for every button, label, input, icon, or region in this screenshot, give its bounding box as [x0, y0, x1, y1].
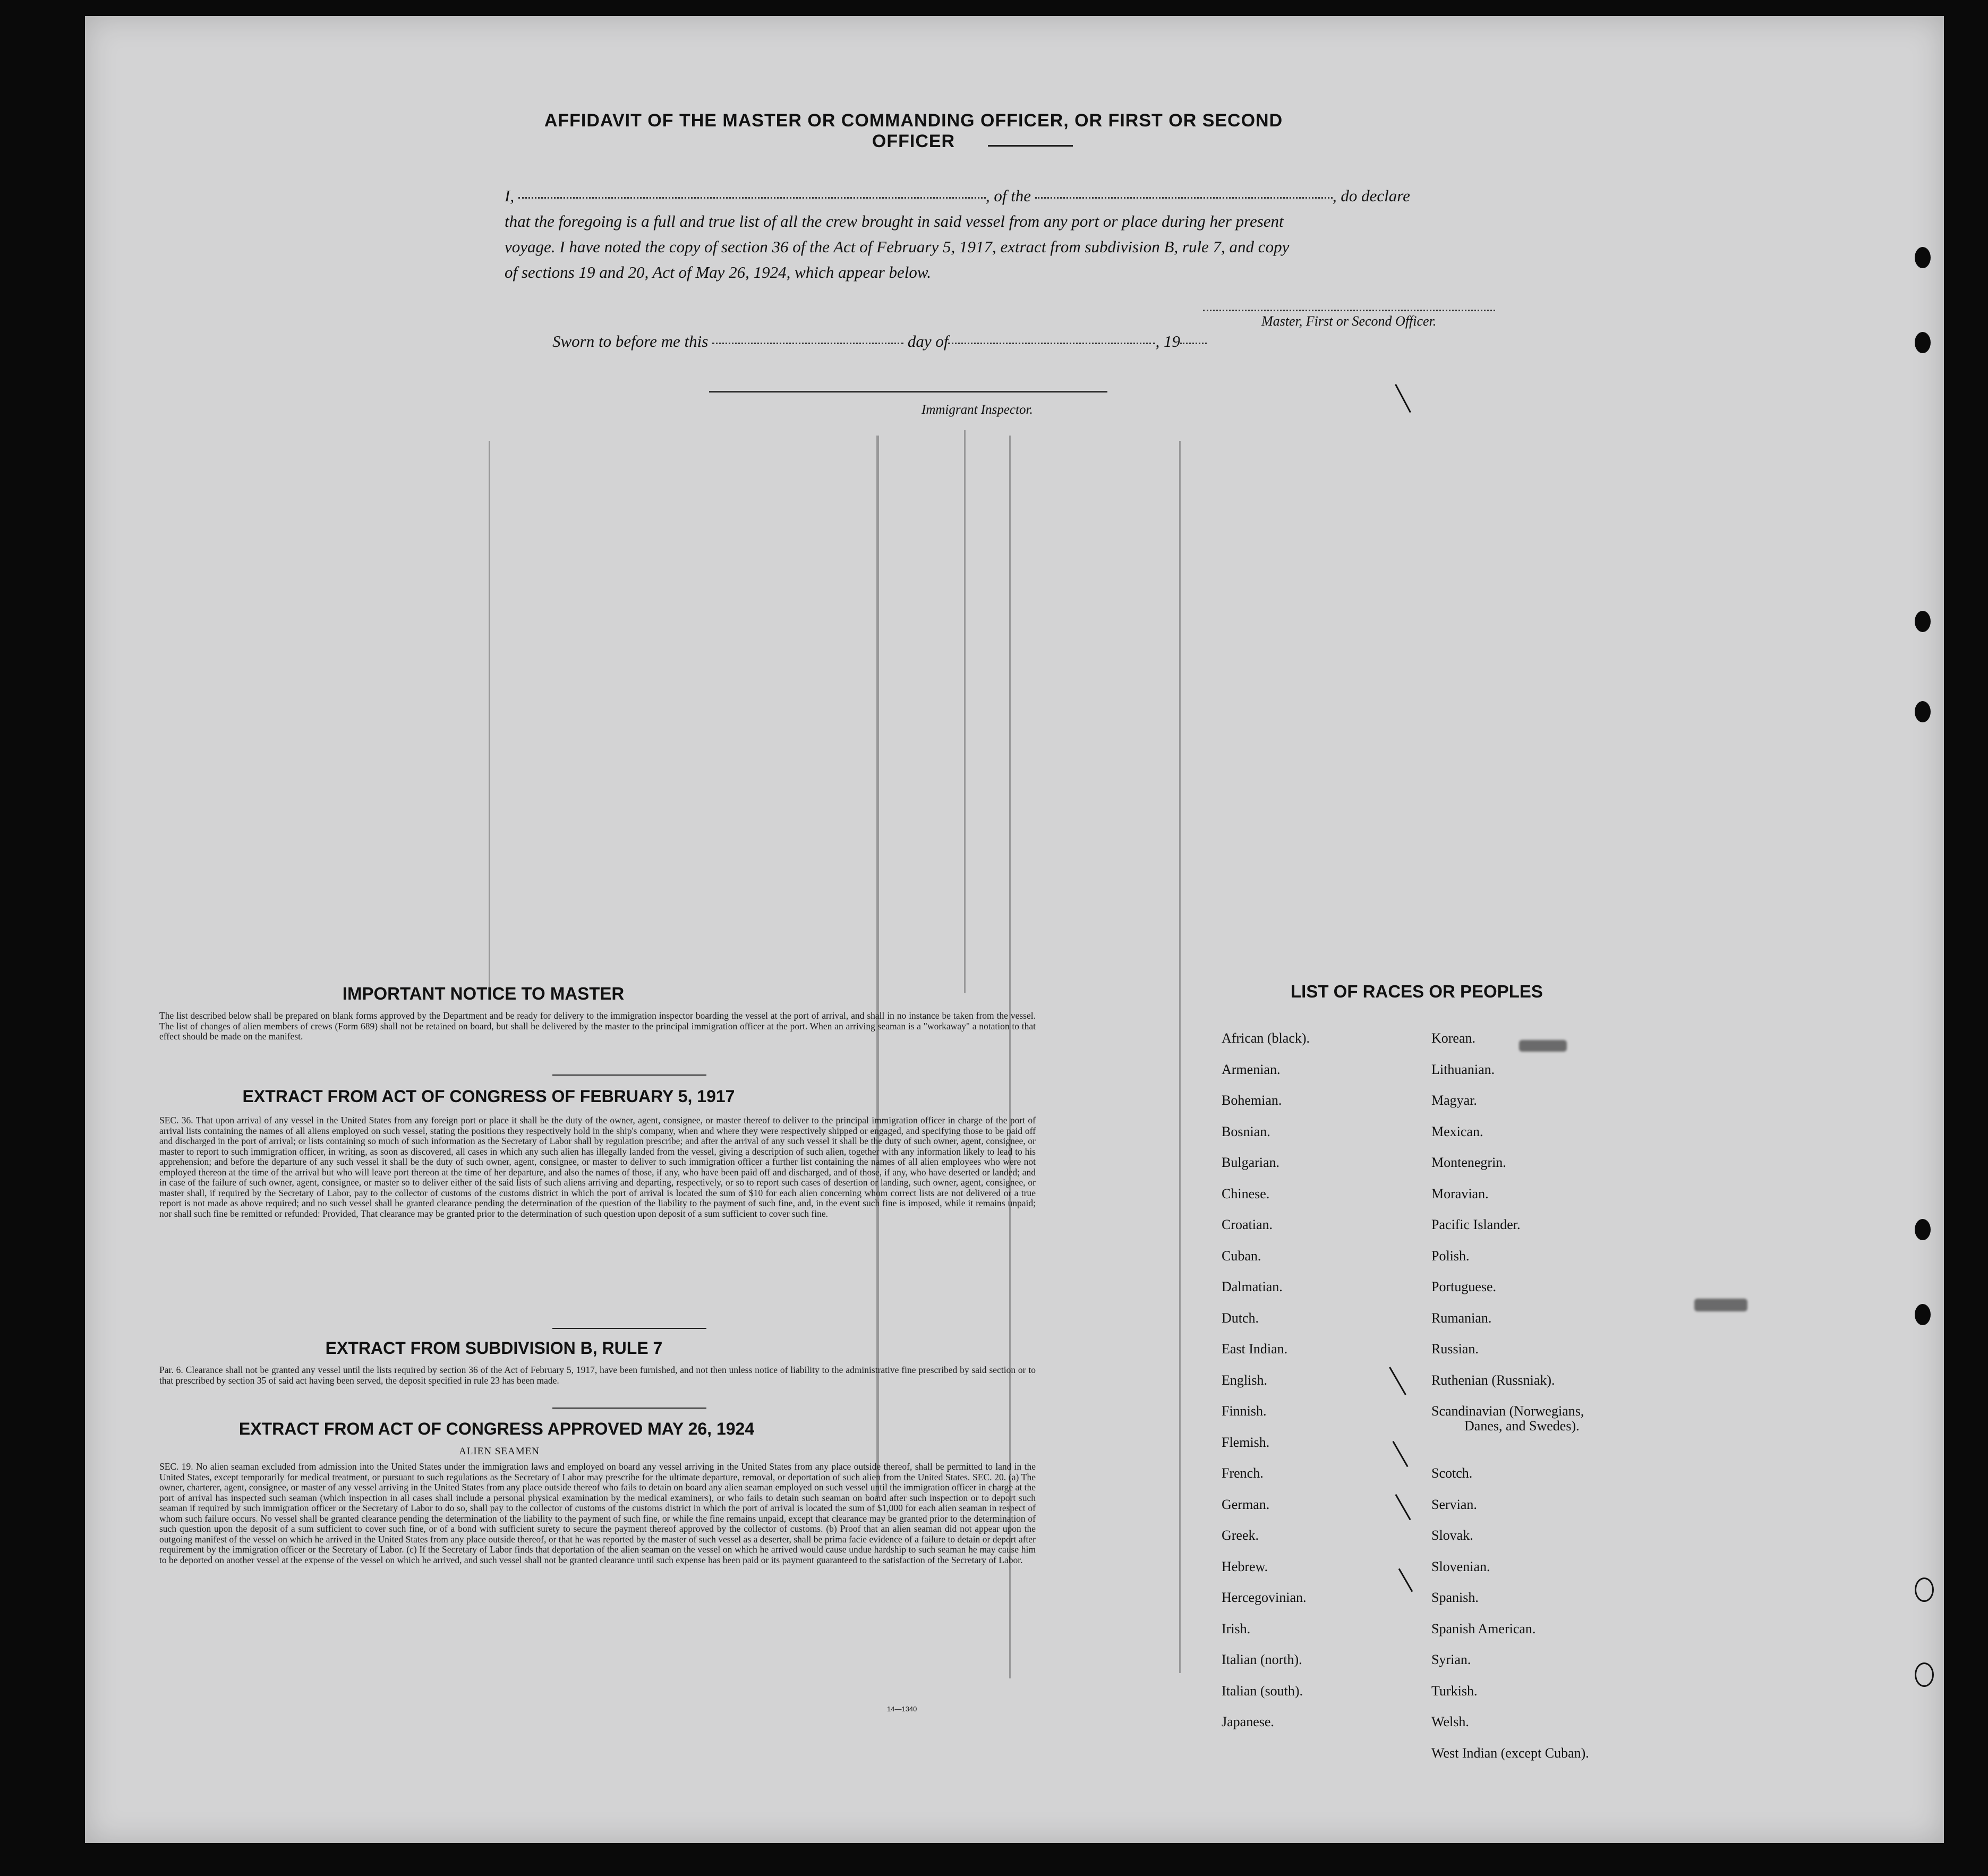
race-item: East Indian.: [1222, 1341, 1288, 1357]
bleed-column-rule: [876, 436, 879, 1498]
ink-smudge: [1519, 1040, 1567, 1052]
race-item: Turkish.: [1431, 1683, 1478, 1699]
race-item: African (black).: [1222, 1030, 1310, 1046]
notice-body: The list described below shall be prepared on blank forms approved by the Department and be ready for delivery to the immigration inspector boarding the vessel at the port of arrival, and shall in no instance be taken from the vessel. The list of changes of alien members of crews (Form 689) shall not be retained on board, but shall be delivered by the master to the principal immigration officer at the port. When an arriving seaman is a "workaway" a notation to that effect should be made on the manifest.: [159, 1010, 1036, 1042]
binder-hole: [1915, 611, 1931, 632]
race-item: Syrian.: [1431, 1652, 1471, 1667]
race-item: Korean.: [1431, 1030, 1476, 1046]
race-item: Welsh.: [1431, 1714, 1469, 1729]
race-item-scandinavian: [1431, 1403, 1589, 1465]
race-item: Irish.: [1222, 1621, 1251, 1636]
race-item: Bulgarian.: [1222, 1155, 1280, 1170]
notice-title: IMPORTANT NOTICE TO MASTER: [342, 984, 625, 1003]
races-right-column: [1431, 1030, 1589, 1776]
declaration-line: of sections 19 and 20, Act of May 26, 1924, which appear below.: [505, 263, 932, 282]
race-item: Russian.: [1431, 1341, 1479, 1357]
race-item: Chinese.: [1222, 1186, 1270, 1201]
race-item: Cuban.: [1222, 1248, 1261, 1264]
separator-rule: [552, 1328, 706, 1329]
declaration-first-line: [505, 183, 1503, 209]
ink-smudge: [1694, 1299, 1747, 1311]
title-rule: [988, 145, 1073, 147]
inspector-label: Immigrant Inspector.: [922, 403, 1033, 417]
affidavit-title: AFFIDAVIT OF THE MASTER OR COMMANDING OFFICER, OR FIRST OR SECOND OFFICER: [544, 110, 1283, 151]
race-item: Bohemian.: [1222, 1093, 1282, 1108]
race-item: Rumanian.: [1431, 1310, 1492, 1326]
race-item: Bosnian.: [1222, 1123, 1270, 1139]
extract-rule7-title: EXTRACT FROM SUBDIVISION B, RULE 7: [325, 1338, 663, 1358]
vessel-blank[interactable]: [1035, 197, 1333, 199]
extract-1917-body: SEC. 36. That upon arrival of any vessel in the United States from any foreign port or place it shall be the duty of the owner, agent, consignee, or master thereof to deliver to the principal immigration officer in charge of the port of arrival lists containing the names of all aliens employed on such vessel, stating the positions they respectively hold in the ship's company, when and where they were respectively shipped or engaged, and specifying those to be paid off and discharged in the port of arrival; or lists containing so much of such information as the Secretary of Labor shall by regulation prescribe; and after the arrival of any such vessel it shall be the duty of such owner, agent, consignee, or master to report to such immigration officer, in writing, as soon as discovered, all cases in which any such alien has illegally landed from the vessel, giving a description of such alien, together with any information likely to lead to his apprehension; and before the departure of any such vessel it shall be the duty of such owner, agent, consignee, or master to deliver to such immigration officer a further list containing the names of all alien employees who were not employed thereon at the time of the arrival but who will leave port thereon at the time of her departure, and also the names of those, if any, who have been paid off and discharged, and of those, if any, who have deserted or landed; and in case of the failure of such owner, agent, consignee, or master so to deliver either of the said lists of such aliens arriving and departing, respectively, or so to report such cases of desertion or landing, such owner, agent, consignee, or master shall, if required by the Secretary of Labor, pay to the collector of customs of the customs district in which the port of arrival is located the sum of $10 for each alien concerning whom correct lists are not delivered or a true report is not made as above required; and no such vessel shall be granted clearance pending the determination of the question of the liability to the payment of such fine, and, in the event such fine is imposed, while it remains unpaid; nor shall such fine be remitted or refunded: Provided, That clearance may be granted prior to the determination of such question upon deposit of a sum sufficient to cover such fine.: [159, 1115, 1036, 1219]
pen-tick-mark: [1398, 1568, 1413, 1592]
race-item: Croatian.: [1222, 1217, 1273, 1232]
race-item: Moravian.: [1431, 1186, 1489, 1201]
separator-rule: [552, 1408, 706, 1409]
extract-1917-title: EXTRACT FROM ACT OF CONGRESS OF FEBRUARY 5, 1917: [242, 1087, 735, 1106]
binder-hole: [1915, 701, 1931, 722]
sworn-label: Sworn to before me this: [552, 332, 709, 351]
month-blank[interactable]: [948, 342, 1155, 344]
year-blank[interactable]: [1180, 342, 1207, 344]
alien-seamen-heading: ALIEN SEAMEN: [459, 1446, 540, 1457]
race-item: Scotch.: [1431, 1465, 1473, 1481]
binder-hole: [1915, 1304, 1931, 1325]
declaration-line: voyage. I have noted the copy of section 36 of the Act of February 5, 1917, extract from subdivision B, rule 7, and copy: [505, 237, 1290, 256]
binder-hole: [1915, 332, 1931, 353]
pen-tick-mark: [1395, 1494, 1411, 1520]
race-item: Dutch.: [1222, 1310, 1259, 1326]
races-left-column: [1222, 1030, 1310, 1745]
bleed-column-rule: [964, 430, 966, 993]
year-prefix: , 19: [1155, 332, 1180, 351]
race-item-continuation: Danes, and Swedes).: [1464, 1418, 1580, 1434]
race-item: French.: [1222, 1465, 1264, 1481]
race-item: English.: [1222, 1372, 1267, 1388]
race-item: Polish.: [1431, 1248, 1470, 1264]
pen-tick-mark: [1395, 384, 1411, 413]
do-declare-label: , do declare: [1332, 186, 1410, 205]
race-item: Greek.: [1222, 1528, 1259, 1543]
extract-1924-body: SEC. 19. No alien seaman excluded from admission into the United States under the immigration laws and employed on board any vessel arriving in the United States from any place outside thereof, shall be permitted to land in the United States, except temporarily for medical treatment, or pursuant to such regulations as the Secretary of Labor may prescribe for the ultimate departure, removal, or deportation of such alien from the United States. SEC. 20. (a) The owner, charterer, agent, consignee, or master of any vessel arriving in the United States from any place outside thereof who fails to detain on board any alien seaman employed on such vessel until the immigration officer in charge at the port of arrival has inspected such seaman (which inspection in all cases shall include a personal physical examination by the medical examiners), or who fails to detain such seaman on board after such inspection or to deport such seaman if required by such immigration officer or the Secretary of Labor to do so, shall pay to the collector of customs of the customs district in which the port of arrival is located the sum of $1,000 for each alien seaman in respect of whom such failure occurs. No vessel shall be granted clearance pending the determination of the liability to the payment of such fine, or while the fine remains unpaid, except that clearance may be granted prior to the determination of such question upon the deposit of a sum sufficient to cover such fine, or of a bond with sufficient surety to secure the payment thereof approved by the collector of customs. (b) Proof that an alien seaman did not appear upon the outgoing manifest of the vessel on which he arrived in the United States from any place outside thereof, or that he was reported by the master of such vessel as a deserter, shall be prima facie evidence of a failure to detain or deport after requirement by the immigration officer or the Secretary of Labor. (c) If the Secretary of Labor finds that deportation of the alien seaman on the vessel on which he arrived would cause undue hardship to such seaman he may cause him to be deported on another vessel at the expense of the vessel on which he arrived, and such vessel shall not be granted clearance until such expense has been paid or its payment guaranteed to the satisfaction of the Secretary of Labor.: [159, 1461, 1036, 1565]
pen-tick-mark: [1392, 1441, 1408, 1467]
day-blank[interactable]: [712, 342, 903, 344]
declaration-line: that the foregoing is a full and true list of all the crew brought in said vessel from any port or place during her present: [505, 212, 1284, 231]
race-item: German.: [1222, 1496, 1270, 1512]
races-title: LIST OF RACES OR PEOPLES: [1291, 982, 1543, 1001]
race-item: Italian (north).: [1222, 1652, 1302, 1667]
race-item: Flemish.: [1222, 1434, 1270, 1450]
name-blank[interactable]: [518, 197, 986, 199]
document-sheet: [85, 16, 1944, 1843]
extract-1924-title: EXTRACT FROM ACT OF CONGRESS APPROVED MAY 26, 1924: [238, 1419, 755, 1438]
race-item: Ruthenian (Russniak).: [1431, 1372, 1555, 1388]
of-the-label: , of the: [985, 186, 1031, 205]
binder-hole: [1915, 1662, 1934, 1687]
extract-rule7-body: Par. 6. Clearance shall not be granted any vessel until the lists required by section 36 of the Act of February 5, 1917, have been furnished, and not then unless notice of liability to the administrative fine prescribed by said section or to that prescribed by section 35 of said act having been served, the deposit specified in rule 23 has been made.: [159, 1365, 1036, 1386]
race-item: Servian.: [1431, 1496, 1477, 1512]
race-item: Montenegrin.: [1431, 1155, 1506, 1170]
form-number: 14—1340: [887, 1705, 917, 1713]
bleed-column-rule: [489, 441, 490, 988]
sworn-line: [552, 332, 1207, 351]
race-item: Armenian.: [1222, 1061, 1281, 1077]
race-item: Hebrew.: [1222, 1558, 1268, 1574]
race-item: Scandinavian (Norwegians,: [1431, 1403, 1584, 1419]
race-item: Mexican.: [1431, 1123, 1483, 1139]
race-item: Slovenian.: [1431, 1558, 1490, 1574]
i-label: I,: [505, 186, 515, 205]
day-of-label: day of: [907, 332, 949, 351]
binder-hole: [1915, 1219, 1931, 1240]
separator-rule: [552, 1075, 706, 1076]
race-item: Portuguese.: [1431, 1279, 1497, 1294]
race-item: Italian (south).: [1222, 1683, 1303, 1699]
affidavit-declaration: [505, 183, 1503, 285]
race-item: Spanish.: [1431, 1590, 1479, 1605]
race-item: Hercegovinian.: [1222, 1590, 1307, 1605]
race-item: Pacific Islander.: [1431, 1217, 1521, 1232]
race-item: Magyar.: [1431, 1093, 1477, 1108]
inspector-signature-line[interactable]: [709, 391, 1107, 393]
pen-tick-mark: [1389, 1367, 1406, 1395]
race-item: West Indian (except Cuban).: [1431, 1745, 1589, 1761]
binder-hole: [1915, 1577, 1934, 1602]
race-item: Spanish American.: [1431, 1621, 1536, 1636]
race-item: Japanese.: [1222, 1714, 1274, 1729]
race-item: Finnish.: [1222, 1403, 1267, 1419]
race-item: Lithuanian.: [1431, 1061, 1495, 1077]
master-signature-label: Master, First or Second Officer.: [1261, 313, 1437, 329]
master-signature-line[interactable]: [1203, 310, 1495, 311]
race-item: Dalmatian.: [1222, 1279, 1283, 1294]
bleed-column-rule: [1179, 441, 1181, 1673]
binder-hole: [1915, 247, 1931, 268]
race-item: Slovak.: [1431, 1528, 1473, 1543]
